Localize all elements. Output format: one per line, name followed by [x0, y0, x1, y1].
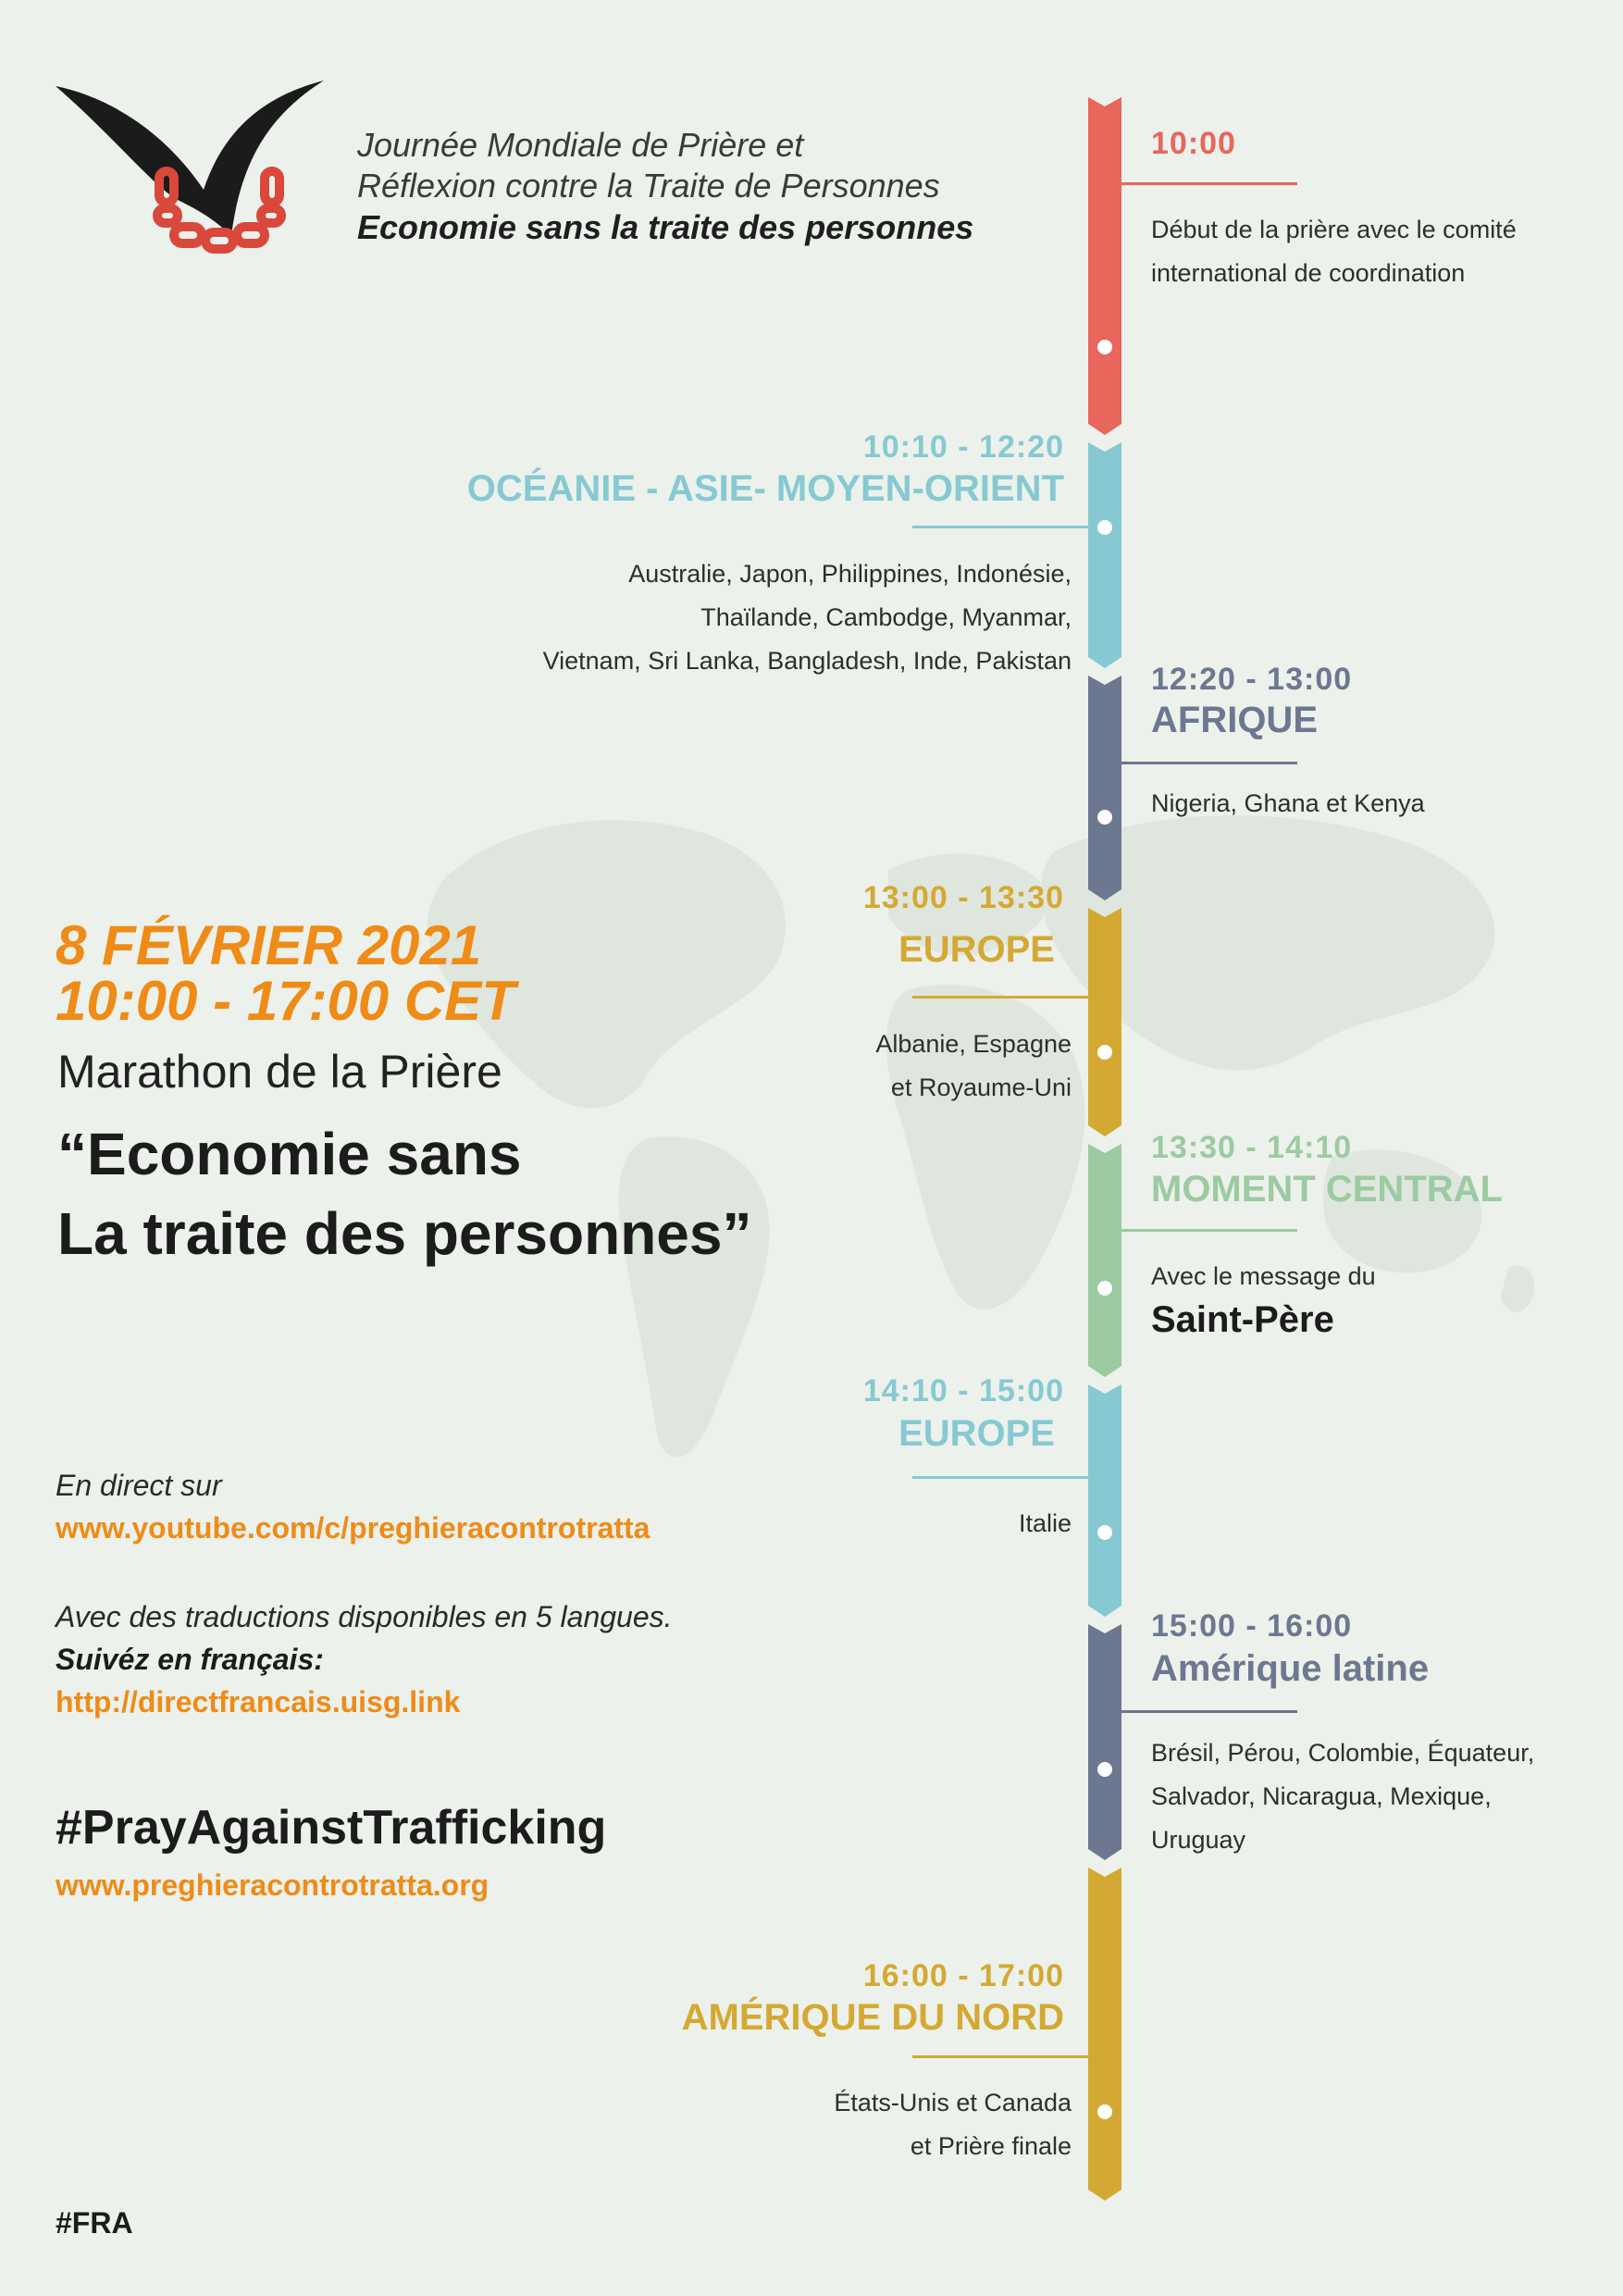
region-title: MOMENT CENTRAL — [1151, 1169, 1503, 1210]
desc-line: Italie — [1018, 1509, 1072, 1537]
timeline-dot — [1097, 810, 1112, 825]
desc-line: Vietnam, Sri Lanka, Bangladesh, Inde, Pakistan — [542, 647, 1072, 675]
timeline-dot — [1097, 1525, 1112, 1540]
entry-description — [1151, 782, 1425, 825]
youtube-link[interactable]: www.youtube.com/c/preghieracontrotratta — [56, 1511, 650, 1545]
time-label: 10:00 — [1151, 126, 1236, 161]
desc-line: Nigeria, Ghana et Kenya — [1151, 789, 1425, 817]
time-label: 15:00 - 16:00 — [1151, 1608, 1353, 1644]
divider — [912, 2055, 1088, 2058]
divider — [1121, 182, 1297, 185]
timeline-segment — [1088, 1144, 1121, 1377]
desc-line: Australie, Japon, Philippines, Indonésie, — [628, 560, 1072, 588]
language-tag: #FRA — [56, 2206, 133, 2240]
timeline-segment — [1088, 1384, 1121, 1617]
region-title: Amérique latine — [1151, 1648, 1430, 1689]
timeline-segment — [1088, 442, 1121, 668]
event-title-line-2: La traite des personnes” — [57, 1200, 752, 1267]
divider — [912, 526, 1088, 528]
timeline-segment — [1088, 676, 1121, 900]
desc-line: et Royaume-Uni — [890, 1074, 1072, 1101]
desc-line: international de coordination — [1151, 259, 1466, 287]
region-title: AFRIQUE — [1151, 700, 1318, 740]
header-theme: Economie sans la traite des personnes — [357, 208, 974, 246]
time-label: 16:00 - 17:00 — [862, 1958, 1064, 1993]
desc-line: Thaïlande, Cambodge, Myanmar, — [700, 603, 1072, 631]
live-label: En direct sur — [56, 1469, 222, 1502]
timeline-dot — [1097, 520, 1112, 535]
desc-line: Albanie, Espagne — [875, 1030, 1072, 1058]
timeline-segment — [1088, 97, 1121, 435]
timeline-dot — [1097, 1762, 1112, 1777]
entry-description — [834, 2081, 1072, 2168]
entry-description — [1151, 1731, 1534, 1862]
event-subtitle: Marathon de la Prière — [57, 1046, 502, 1098]
desc-line: Avec le message du — [1151, 1262, 1376, 1290]
desc-line: États-Unis et Canada — [834, 2089, 1072, 2116]
entry-description — [875, 1023, 1072, 1110]
chain-check-icon — [56, 79, 333, 292]
timeline-dot — [1097, 340, 1112, 354]
desc-line: Uruguay — [1151, 1826, 1246, 1854]
region-title: OCÉANIE - ASIE- MOYEN-ORIENT — [466, 468, 1064, 509]
divider — [912, 1476, 1088, 1479]
entry-description — [1019, 1502, 1072, 1545]
header-line-1: Journée Mondiale de Prière et — [357, 126, 804, 164]
translation-note: Avec des traductions disponibles en 5 langues. — [56, 1600, 673, 1633]
entry-description — [1151, 208, 1517, 295]
event-title-line-1: “Economie sans — [57, 1121, 522, 1187]
divider — [1121, 762, 1297, 764]
desc-line: Brésil, Pérou, Colombie, Équateur, — [1151, 1739, 1535, 1767]
divider — [1121, 1229, 1297, 1232]
website-link[interactable]: www.preghieracontrotratta.org — [56, 1868, 489, 1902]
timeline-dot — [1097, 1281, 1112, 1296]
time-label: 10:10 - 12:20 — [862, 429, 1064, 465]
region-title: AMÉRIQUE DU NORD — [681, 1997, 1064, 2038]
divider — [912, 996, 1088, 999]
time-label: 14:10 - 15:00 — [862, 1373, 1064, 1409]
follow-label: Suivéz en français: — [56, 1643, 324, 1676]
event-date: 8 FÉVRIER 2021 — [56, 914, 482, 976]
entry-description — [1151, 1255, 1376, 1341]
timeline-dot — [1097, 1045, 1112, 1060]
time-label: 13:30 - 14:10 — [1151, 1130, 1353, 1165]
desc-line: Salvador, Nicaragua, Mexique, — [1151, 1782, 1492, 1810]
timeline-dot — [1097, 2104, 1112, 2119]
time-label: 13:00 - 13:30 — [862, 880, 1064, 915]
campaign-hashtag: #PrayAgainstTrafficking — [56, 1801, 607, 1855]
desc-line: Début de la prière avec le comité — [1151, 216, 1517, 243]
event-hours: 10:00 - 17:00 CET — [56, 970, 515, 1032]
time-label: 12:20 - 13:00 — [1151, 662, 1353, 697]
entry-description — [543, 552, 1072, 683]
desc-line: et Prière finale — [910, 2132, 1072, 2160]
french-stream-link[interactable]: http://directfrancais.uisg.link — [56, 1685, 461, 1719]
timeline-segment — [1088, 1624, 1121, 1860]
highlight-name: Saint-Père — [1151, 1299, 1334, 1340]
region-title: EUROPE — [898, 1413, 1055, 1454]
timeline-segment — [1088, 908, 1121, 1136]
region-title: EUROPE — [898, 929, 1055, 970]
header-line-2: Réflexion contre la Traite de Personnes — [357, 167, 940, 205]
divider — [1121, 1710, 1297, 1713]
timeline-segment — [1088, 1868, 1121, 2201]
